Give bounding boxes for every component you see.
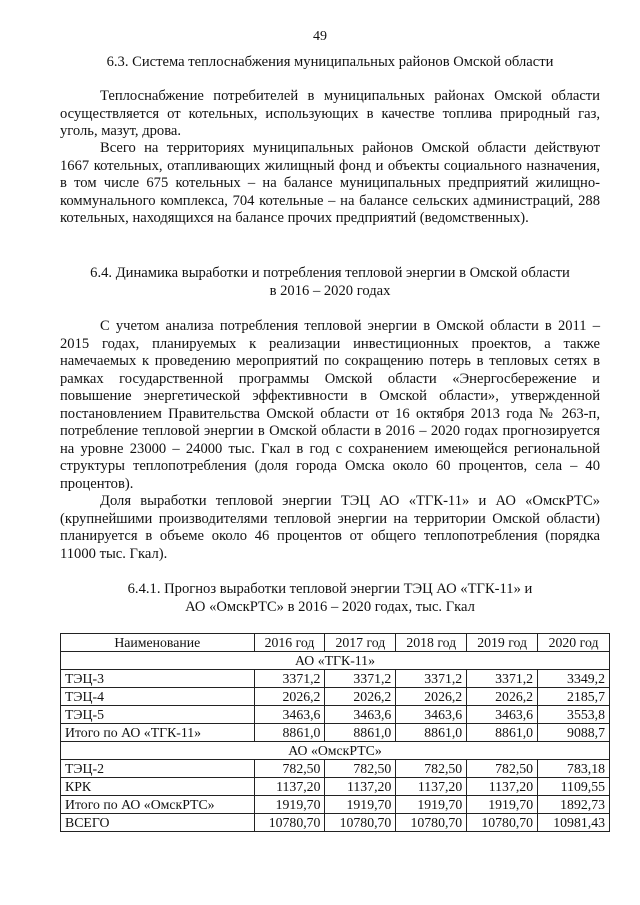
- header-2020: 2020 год: [538, 634, 610, 652]
- cell-2019: 782,50: [467, 760, 538, 778]
- row-name: Итого по АО «ОмскРТС»: [61, 796, 255, 814]
- cell-2017: 2026,2: [325, 688, 396, 706]
- group-label-tgk11: АО «ТГК-11»: [61, 652, 610, 670]
- cell-2017: 3463,6: [325, 706, 396, 724]
- cell-2018: 782,50: [396, 760, 467, 778]
- table-header-row: [61, 634, 610, 652]
- cell-2019: 10780,70: [467, 814, 538, 832]
- cell-2019: 3371,2: [467, 670, 538, 688]
- header-name: Наименование: [61, 634, 255, 652]
- row-name: ВСЕГО: [61, 814, 255, 832]
- group-row-omskrts: [61, 742, 610, 760]
- cell-2017: 10780,70: [325, 814, 396, 832]
- row-name: ТЭЦ-2: [61, 760, 255, 778]
- cell-2018: 10780,70: [396, 814, 467, 832]
- table-row-subtotal: [61, 724, 610, 742]
- cell-2017: 1137,20: [325, 778, 396, 796]
- cell-2018: 3463,6: [396, 706, 467, 724]
- section-6-3-paragraph-1: Теплоснабжение потребителей в муниципальных районах Омской области осуществляется от котельных, использующих в качестве топлива природный газ, уголь, мазут, дрова.: [60, 88, 600, 139]
- header-2019: 2019 год: [467, 634, 538, 652]
- cell-2016: 8861,0: [254, 724, 325, 742]
- cell-2016: 3371,2: [254, 670, 325, 688]
- section-6-4-paragraph-1: С учетом анализа потребления тепловой энергии в Омской области в 2011 – 2015 годах, планируемых к реализации инвестиционных проектов, а также намечаемых к проведению мероприятий по сокращению потерь в тепловых сетях в рамках государственной программы Омской области «Энергосбережение и повышение энергетической эффективности в Омской области», утвержденной постановлением Правительства Омской области от 16 октября 2013 года № 263-п, потребление тепловой энергии в Омской области в 2016 – 2020 годах прогнозируется на уровне 23000 – 24000 тыс. Гкал в год с сохранением имеющейся региональной структуры теплопотребления (доля города Омска около 60 процентов, села – 40 процентов).: [60, 318, 600, 492]
- cell-2020: 3553,8: [538, 706, 610, 724]
- header-2016: 2016 год: [254, 634, 325, 652]
- cell-2019: 3463,6: [467, 706, 538, 724]
- header-2018: 2018 год: [396, 634, 467, 652]
- table-row-total: [61, 814, 610, 832]
- table-title-line-1: 6.4.1. Прогноз выработки тепловой энергии ТЭЦ АО «ТГК-11» и: [127, 581, 533, 597]
- cell-2018: 1919,70: [396, 796, 467, 814]
- cell-2018: 8861,0: [396, 724, 467, 742]
- cell-2020: 1892,73: [538, 796, 610, 814]
- page-number: 49: [313, 29, 327, 44]
- group-row-tgk11: [61, 652, 610, 670]
- section-6-3-title: 6.3. Система теплоснабжения муниципальных районов Омской области: [106, 54, 554, 70]
- section-6-4-title-line-1: 6.4. Динамика выработки и потребления тепловой энергии в Омской области: [90, 265, 570, 281]
- row-name: Итого по АО «ТГК-11»: [61, 724, 255, 742]
- section-6-4-title-line-2: в 2016 – 2020 годах: [269, 283, 391, 299]
- table-row: [61, 778, 610, 796]
- cell-2020: 783,18: [538, 760, 610, 778]
- cell-2018: 1137,20: [396, 778, 467, 796]
- cell-2019: 1137,20: [467, 778, 538, 796]
- cell-2019: 8861,0: [467, 724, 538, 742]
- cell-2016: 3463,6: [254, 706, 325, 724]
- cell-2018: 2026,2: [396, 688, 467, 706]
- table-row: [61, 688, 610, 706]
- cell-2017: 3371,2: [325, 670, 396, 688]
- header-2017: 2017 год: [325, 634, 396, 652]
- cell-2020: 1109,55: [538, 778, 610, 796]
- cell-2016: 782,50: [254, 760, 325, 778]
- cell-2017: 1919,70: [325, 796, 396, 814]
- cell-2018: 3371,2: [396, 670, 467, 688]
- table-row: [61, 670, 610, 688]
- cell-2019: 2026,2: [467, 688, 538, 706]
- cell-2016: 10780,70: [254, 814, 325, 832]
- cell-2020: 9088,7: [538, 724, 610, 742]
- section-6-4-title: [60, 264, 600, 300]
- group-label-omskrts: АО «ОмскРТС»: [61, 742, 610, 760]
- heat-forecast-table: [60, 633, 610, 832]
- section-6-4-paragraph-2: Доля выработки тепловой энергии ТЭЦ АО «ТГК-11» и АО «ОмскРТС» (крупнейшими производителями тепловой энергии на территории Омской области) планируется в объеме около 46 процентов от общего теплопотребления (порядка 11000 тыс. Гкал).: [60, 493, 600, 562]
- cell-2017: 782,50: [325, 760, 396, 778]
- row-name: ТЭЦ-5: [61, 706, 255, 724]
- cell-2020: 3349,2: [538, 670, 610, 688]
- cell-2020: 10981,43: [538, 814, 610, 832]
- row-name: ТЭЦ-3: [61, 670, 255, 688]
- table-6-4-1-title: [60, 580, 600, 616]
- cell-2016: 1919,70: [254, 796, 325, 814]
- row-name: ТЭЦ-4: [61, 688, 255, 706]
- cell-2016: 2026,2: [254, 688, 325, 706]
- table-title-line-2: АО «ОмскРТС» в 2016 – 2020 годах, тыс. Гкал: [185, 599, 475, 615]
- table-row-subtotal: [61, 796, 610, 814]
- row-name: КРК: [61, 778, 255, 796]
- cell-2017: 8861,0: [325, 724, 396, 742]
- cell-2020: 2185,7: [538, 688, 610, 706]
- cell-2019: 1919,70: [467, 796, 538, 814]
- table-row: [61, 760, 610, 778]
- section-6-3-paragraph-2: Всего на территориях муниципальных районов Омской области действуют 1667 котельных, отапливающих жилищный фонд и объекты социального назначения, в том числе 675 котельных – на балансе муниципальных предприятий жилищно-коммунального комплекса, 704 котельные – на балансе сельских администраций, 288 котельных, находящихся на балансе прочих предприятий (ведомственных).: [60, 140, 600, 226]
- table-row: [61, 706, 610, 724]
- cell-2016: 1137,20: [254, 778, 325, 796]
